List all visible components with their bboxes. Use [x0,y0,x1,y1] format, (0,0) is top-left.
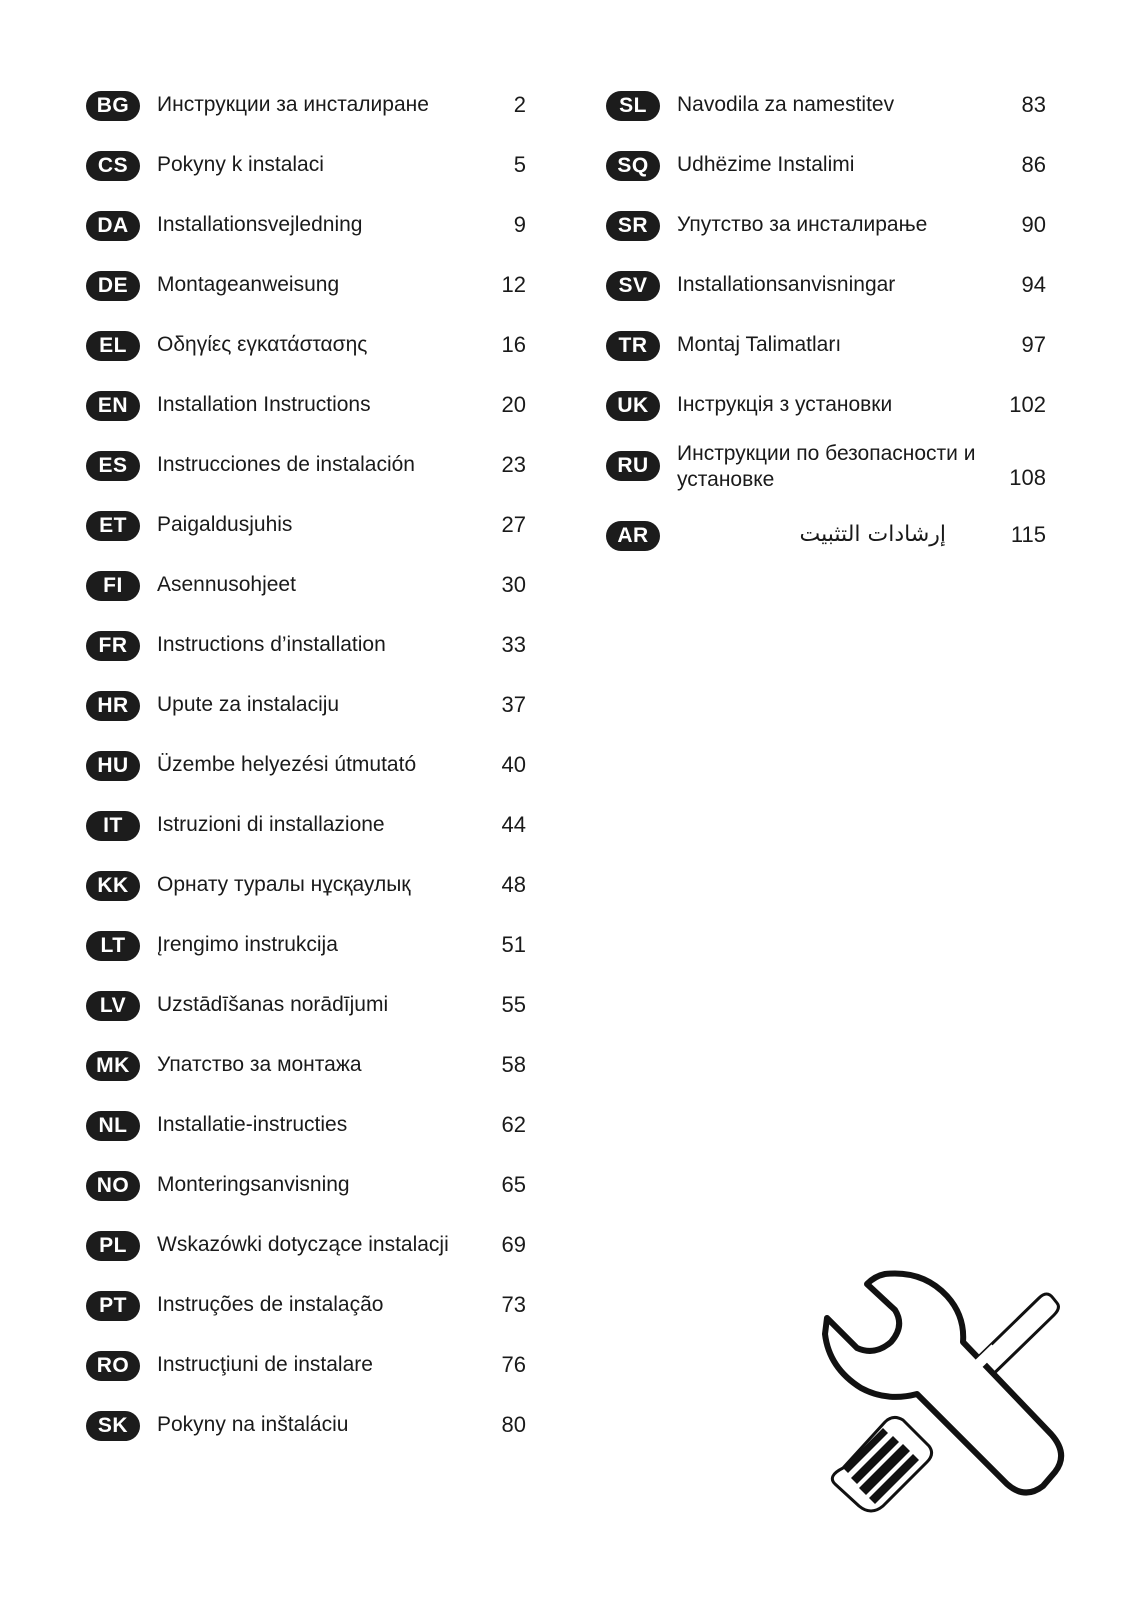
entry-page: 83 [1021,92,1046,117]
toc-entry-de[interactable] [86,265,526,305]
entry-title: إرشادات التثبيت [799,522,946,547]
entry-title: Instrucciones de instalación [157,453,415,476]
language-badge: LV [86,991,140,1021]
entry-page: 86 [1021,152,1046,177]
entry-title: Montageanweisung [157,273,340,296]
language-badge: SL [606,91,660,121]
language-badge: SR [606,211,660,241]
language-badge: RU [606,451,660,481]
toc-entry-pl[interactable] [86,1225,526,1265]
language-badge: EL [86,331,140,361]
toc-entry-tr[interactable] [606,325,1046,365]
toc-entry-hu[interactable] [86,745,526,785]
entry-title: Installationsvejledning [157,213,363,236]
toc-entry-fr[interactable] [86,625,526,665]
entry-title: Įrengimo instrukcija [157,933,338,956]
entry-page: 90 [1021,212,1046,237]
entry-page: 16 [501,332,526,357]
language-badge: UK [606,391,660,421]
entry-title: Installation Instructions [157,393,371,416]
toc-entry-el[interactable] [86,325,526,365]
entry-title: Asennusohjeet [157,573,296,596]
toc-entry-da[interactable] [86,205,526,245]
entry-page: 62 [501,1112,526,1137]
language-badge: LT [86,931,140,961]
entry-page: 48 [501,872,526,897]
entry-page: 65 [501,1172,526,1197]
entry-title: Pokyny na inštaláciu [157,1413,349,1436]
language-badge: FI [86,571,140,601]
toc-entry-kk[interactable] [86,865,526,905]
entry-page: 58 [501,1052,526,1077]
entry-page: 76 [501,1352,526,1377]
entry-page: 20 [501,392,526,417]
entry-page: 102 [1009,392,1046,417]
entry-page: 44 [501,812,526,837]
entry-page: 33 [501,632,526,657]
entry-page: 73 [501,1292,526,1317]
language-badge: BG [86,91,140,121]
entry-title: Üzembe helyezési útmutató [157,753,417,776]
language-badge: SV [606,271,660,301]
toc-entry-no[interactable] [86,1165,526,1205]
entry-page: 51 [501,932,526,957]
toc-entry-sv[interactable] [606,265,1046,305]
entry-page: 30 [501,572,526,597]
toc-entry-pt[interactable] [86,1285,526,1325]
entry-title: Pokyny k instalaci [157,153,324,176]
entry-title: Montaj Talimatları [677,333,842,356]
entry-page: 9 [513,212,526,237]
toc-entry-it[interactable] [86,805,526,845]
toc-entry-sk[interactable] [86,1405,526,1445]
language-badge: PT [86,1291,140,1321]
toc-entry-en[interactable] [86,385,526,425]
toc-entry-bg[interactable] [86,85,526,125]
wrench-and-screwdriver-icon [815,1270,1080,1520]
entry-title: Navodila za namestitev [677,93,895,116]
entry-page: 97 [1021,332,1046,357]
entry-title: Инструкции за инсталиране [157,93,429,116]
entry-page: 37 [501,692,526,717]
language-badge: AR [606,521,660,551]
toc-entry-cs[interactable] [86,145,526,185]
entry-page: 80 [501,1412,526,1437]
toc-entry-fi[interactable] [86,565,526,605]
entry-page: 5 [513,152,526,177]
language-badge: KK [86,871,140,901]
entry-title: Instructions d’installation [157,633,386,656]
language-badge: HR [86,691,140,721]
entry-page: 12 [501,272,526,297]
toc-entry-sr[interactable] [606,205,1046,245]
entry-page: 23 [501,452,526,477]
language-badge: NO [86,1171,140,1201]
entry-title: Installatie-instructies [157,1113,348,1136]
language-badge: PL [86,1231,140,1261]
language-badge: RO [86,1351,140,1381]
toc-entry-sq[interactable] [606,145,1046,185]
entry-title: Орнату туралы нұсқаулық [157,873,411,896]
entry-title: Інструкція з установки [677,393,893,416]
toc-entry-nl[interactable] [86,1105,526,1145]
entry-page: 27 [501,512,526,537]
toc-entry-lv[interactable] [86,985,526,1025]
entry-page: 115 [1010,522,1046,547]
toc-entry-sl[interactable] [606,85,1046,125]
entry-title: Instruções de instalação [157,1293,384,1316]
language-badge: NL [86,1111,140,1141]
entry-title: Instrucţiuni de instalare [157,1353,373,1376]
language-badge: IT [86,811,140,841]
entry-title: Istruzioni di installazione [157,813,385,836]
language-badge: SQ [606,151,660,181]
entry-page: 108 [1009,465,1046,490]
toc-entry-mk[interactable] [86,1045,526,1085]
entry-page: 94 [1021,272,1046,297]
toc-entry-et[interactable] [86,505,526,545]
language-badge: ET [86,511,140,541]
toc-entry-lt[interactable] [86,925,526,965]
toc-entry-uk[interactable] [606,385,1046,425]
language-badge: SK [86,1411,140,1441]
toc-entry-ru[interactable] [606,442,1046,501]
entry-page: 69 [501,1232,526,1257]
entry-page: 2 [513,92,526,117]
entry-title: Упатство за монтажа [157,1053,362,1076]
toc-entry-hr[interactable] [86,685,526,725]
entry-title: Инструкции по безопасности и установке [677,442,976,491]
language-badge: ES [86,451,140,481]
entry-title: Uzstādīšanas norādījumi [157,993,389,1016]
language-badge: HU [86,751,140,781]
entry-title: Udhëzime Instalimi [677,153,855,176]
toc-entry-ro[interactable] [86,1345,526,1385]
entry-title: Installationsanvisningar [677,273,896,296]
language-badge: CS [86,151,140,181]
entry-title: Wskazówki dotyczące instalacji [157,1233,449,1256]
toc-entry-ar[interactable] [606,515,1046,555]
entry-title: Упутство за инсталирање [677,213,928,236]
entry-title: Upute za instalaciju [157,693,340,716]
language-badge: DE [86,271,140,301]
language-badge: EN [86,391,140,421]
toc-entry-es[interactable] [86,445,526,485]
entry-title: Οδηγίες εγκατάστασης [157,333,368,356]
language-badge: DA [86,211,140,241]
entry-page: 40 [501,752,526,777]
language-badge: FR [86,631,140,661]
entry-title: Paigaldusjuhis [157,513,293,536]
language-badge: MK [86,1051,140,1081]
entry-page: 55 [501,992,526,1017]
entry-title: Monteringsanvisning [157,1173,350,1196]
language-badge: TR [606,331,660,361]
